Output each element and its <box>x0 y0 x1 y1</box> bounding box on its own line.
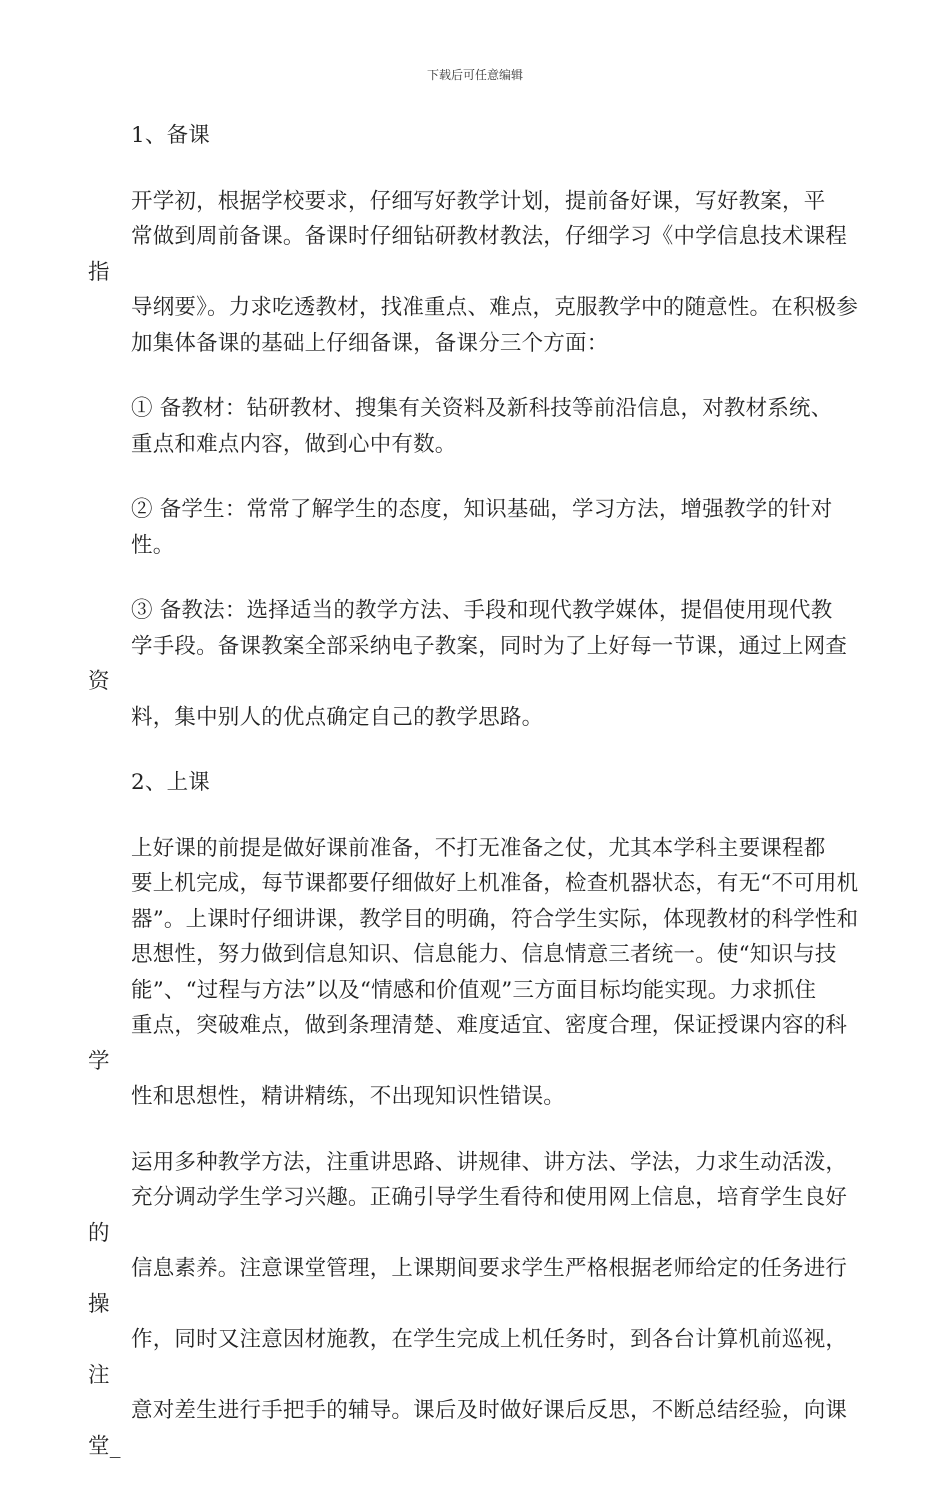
paragraph-lesson-prep-intro <box>88 184 860 362</box>
paragraph-prep-students <box>88 492 860 563</box>
text-line: 要上机完成，每节课都要仔细做好上机准备，检查机器状态，有无“不可用机 <box>131 871 859 896</box>
text-line: 上好课的前提是做好课前准备，不打无准备之仗，尤其本学科主要课程都 <box>131 835 826 861</box>
section-heading-lesson-prep <box>88 118 860 154</box>
text-line: 能”、“过程与方法”以及“情感和价值观”三方面目标均能实现。力求抓住 <box>131 977 817 1003</box>
text-line: 加集体备课的基础上仔细备课，备课分三个方面： <box>131 330 609 356</box>
text-line: 重点和难点内容，做到心中有数。 <box>131 431 457 457</box>
paragraph-prep-materials <box>88 391 860 462</box>
text-line: 思想性，努力做到信息知识、信息能力、信息情意三者统一。使“知识与技 <box>131 942 837 967</box>
text-line: 信息素养。注意课堂管理，上课期间要求学生严格根据老师给定的任务进行操 <box>88 1256 848 1317</box>
paragraph-prep-methods <box>88 593 860 735</box>
text-line: ③ 备教法：选择适当的教学方法、手段和现代教学媒体，提倡使用现代教 <box>131 598 833 623</box>
text-line: 常做到周前备课。备课时仔细钻研教材教法，仔细学习《中学信息技术课程指 <box>88 224 848 285</box>
document-body <box>88 118 860 1494</box>
text-line: ② 备学生：常常了解学生的态度，知识基础，学习方法，增强教学的针对 <box>131 497 833 522</box>
text-line: 作，同时又注意因材施教，在学生完成上机任务时，到各台计算机前巡视，注 <box>88 1327 848 1388</box>
section-heading-teaching <box>88 765 860 801</box>
paragraph-teaching-prep <box>88 831 860 1115</box>
text-line: 2、上课 <box>131 770 210 795</box>
text-line: 器”。上课时仔细讲课，教学目的明确，符合学生实际，体现教材的科学性和 <box>131 906 859 932</box>
text-line: 导纲要》。力求吃透教材，找准重点、难点，克服教学中的随意性。在积极参 <box>131 295 859 320</box>
text-line: 料，集中别人的优点确定自己的教学思路。 <box>131 704 544 730</box>
text-line: 意对差生进行手把手的辅导。课后及时做好课后反思，不断总结经验，向课堂_ <box>88 1398 848 1459</box>
text-line: 学手段。备课教案全部采纳电子教案，同时为了上好每一节课，通过上网查资 <box>88 633 848 694</box>
text-line: 性。 <box>131 532 175 558</box>
text-line: 充分调动学生学习兴趣。正确引导学生看待和使用网上信息，培育学生良好的 <box>88 1185 848 1246</box>
text-line: 性和思想性，精讲精练，不出现知识性错误。 <box>131 1084 566 1109</box>
text-line: 重点，突破难点，做到条理清楚、难度适宜、密度合理，保证授课内容的科学 <box>88 1013 848 1074</box>
text-line: 开学初，根据学校要求，仔细写好教学计划，提前备好课，写好教案，平 <box>131 188 826 214</box>
text-line: 1、备课 <box>131 123 210 148</box>
paragraph-teaching-methods <box>88 1145 860 1465</box>
text-line: ① 备教材：钻研教材、搜集有关资料及新科技等前沿信息，对教材系统、 <box>131 396 833 421</box>
page-header: 下载后可任意编辑 <box>426 68 523 82</box>
text-line: 运用多种教学方法，注重讲思路、讲规律、讲方法、学法，力求生动活泼， <box>131 1149 848 1175</box>
